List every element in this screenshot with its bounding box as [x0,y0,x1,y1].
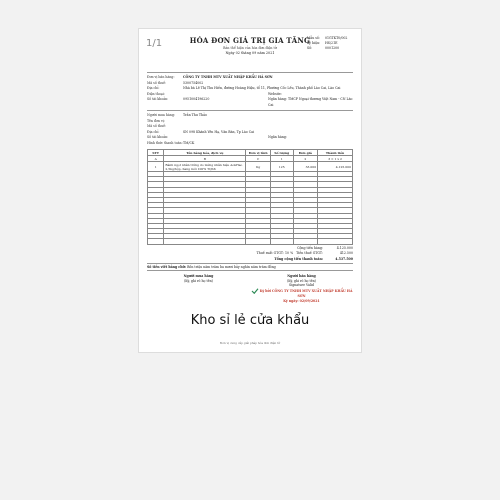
invoice-footer: Đơn vị cung cấp giải pháp hóa đơn điện tử [219,341,281,346]
table-row: 1 Bánh ngọt nhân trứng do mứng nhãn hiệu AokHao 2,5kg/hộp, hàng mới 100% TQSX Kg 125 33.000 4.125.000 [148,162,353,172]
amount-in-words: Số tiền viết bằng chữ: Bốn triệu năm trăm ba mươi bảy nghìn năm trăm đồng [147,263,353,271]
seller-signature: Người bán hàng (Ký, ghi rõ họ tên) Signature Valid Ký bởi CÔNG TY TNHH MTV XUẤT NHẬP KHẨU HÀ SƠN Ký ngày: 02/09/2021 [250,274,353,303]
seller-account: 0951004196220 [183,97,210,101]
invoice-page [138,28,362,353]
subtotal: 4.125.000 [336,245,353,250]
buyer-section: Người mua hàng: Trần Thu Thảo Tên đơn vị: Mã số thuế: Địa chỉ: SN 098 Khánh Yên Hạ, Văn Bàn, Tp Lào Cai Số tài khoản: Ngân hàng: Hình thức thanh toán: TM/CK [147,110,353,146]
buyer-signature: Người mua hàng (Ký, ghi rõ họ tên) [183,274,214,283]
check-icon [251,288,259,294]
buyer-address: SN 098 Khánh Yên Hạ, Văn Bàn, Tp Lào Cai [183,129,255,134]
table-code-row: A B C 1 2 3 = 1 x 2 [148,156,353,162]
payment-method: TM/CK [183,140,195,145]
vat-rate: 10 % [285,251,294,256]
seller-bank: TMCP Ngoại thương Việt Nam - CN Lào Cai [268,97,353,107]
invoice-subtitle: Bản thể hiện của hóa đơn điện tử [223,46,277,50]
totals-section: Cộng tiền hàng: 4.125.000 Thuế suất GTGT: 10 % Tiền thuế GTGT: 412.500 Tổng cộng tiền thanh toán: 4.537.500 [256,245,353,261]
vat-amount: 412.500 [339,251,353,256]
invoice-header [147,36,353,70]
grand-total: 4.537.500 [335,256,353,261]
seller-address: Nhà bà Lê Thị Thu Hiền, đường Hoàng Hiệu, tổ 11, Phường Cốc Lếu, Thành phố Lào Cai, Lào Cai [183,86,341,90]
table-header-row: STT Tên hàng hóa, dịch vụ Đơn vị tính Số lượng Đơn giá Thành tiền [148,150,353,156]
page-indicator: 1/1 [146,38,163,49]
overlay-caption: Kho sỉ lẻ cửa khẩu [190,313,310,328]
buyer-name: Trần Thu Thảo [183,113,207,117]
signature-section [147,274,353,303]
seller-section: Đơn vị bán hàng: CÔNG TY TNHH MTV XUẤT NHẬP KHẨU HÀ SƠN Mã số thuế: 5300754002 Địa chỉ: Nhà bà Lê Thị Thu Hiền, đường Hoàng Hiệu, tổ 11, Phường Cốc Lếu, Thành phố Lào Cai, Lào Cai Điện thoại: Website: Số tài khoản: 0951004196220 Ngân hàng: TMCP Ngoại thương Việt Nam - CN Lào Cai [147,72,353,108]
items-table [147,149,353,245]
invoice-title: HÓA ĐƠN GIÁ TRỊ GIA TĂNG [189,36,311,45]
invoice-meta: Mẫu số: 01GTKT0/002 Ký hiệu: HS/21E Số: 0001200 [307,36,348,50]
table-row [148,239,353,244]
seller-tax-code: 5300754002 [183,80,204,85]
invoice-date: Ngày 02 tháng 09 năm 2021 [225,51,275,55]
seller-name: CÔNG TY TNHH MTV XUẤT NHẬP KHẨU HÀ SƠN [183,75,273,79]
